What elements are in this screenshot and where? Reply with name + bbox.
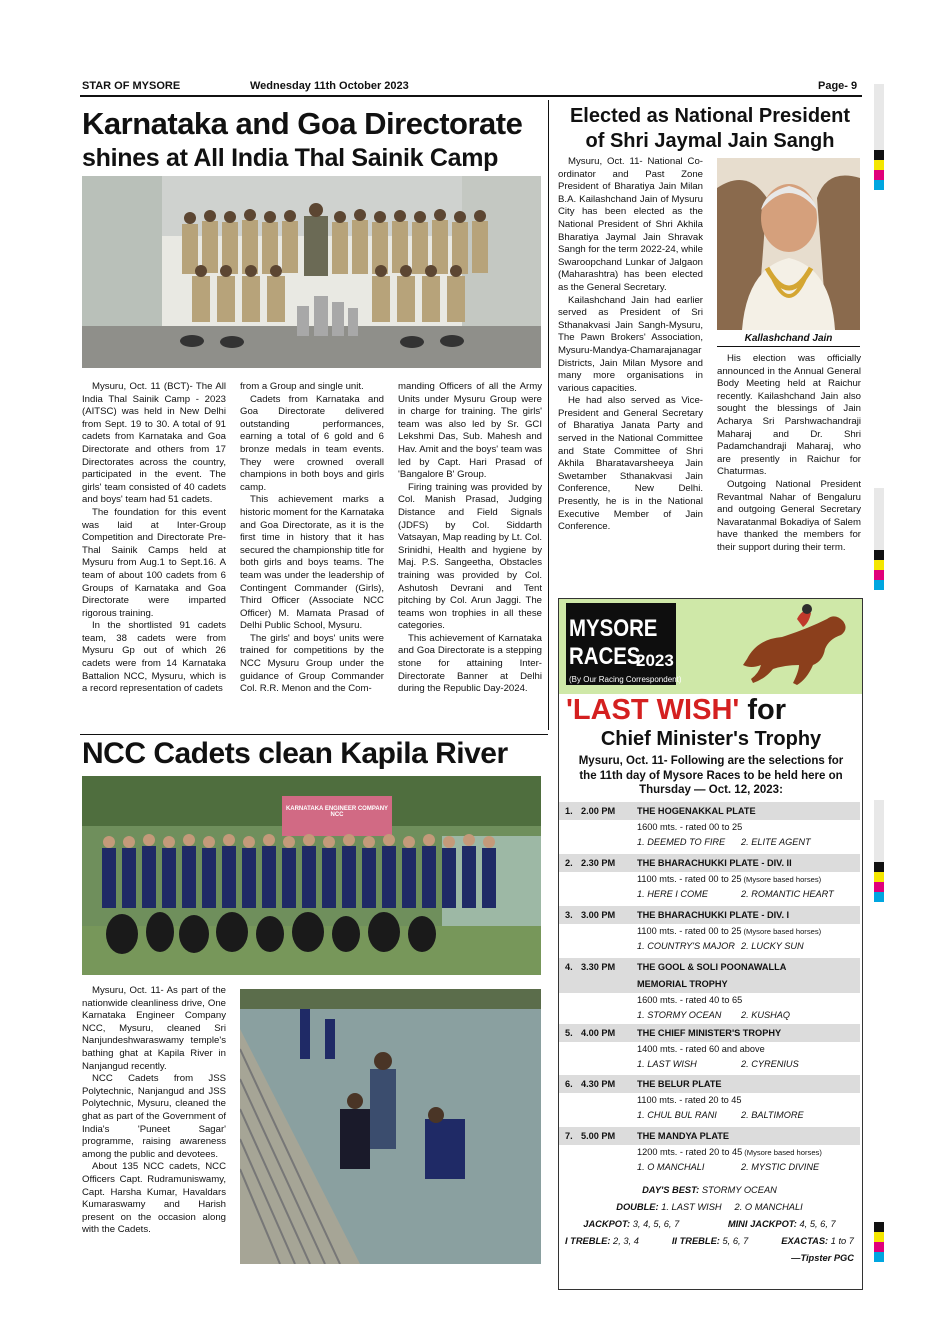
races-year: 2023 — [636, 651, 674, 670]
race-distance: 1600 mts. - rated 00 to 25 — [637, 822, 743, 832]
article1-col2-para4: The girls' and boys' units were trained for competitions by the NCC Mysuru Group under the guidance of Group Commander Col. R.R. Menon and the Com- — [240, 632, 384, 695]
article3-col1-para1: Mysuru, Oct. 11- As part of the nationwide cleanliness drive, One Karnataka Engineer Company NCC, Mysuru, cleaned Sri Nanjundeshwaraswamy temple's bathing ghat at Kapila River in Nanjangud recently. — [82, 985, 226, 1072]
photo-banner-text: KARNATAKA ENGINEER COMPANY NCC — [285, 806, 389, 818]
jackpot-label: JACKPOT: — [583, 1219, 631, 1229]
article3-column-1 — [82, 985, 226, 1237]
exactas-value: 1 to 7 — [830, 1236, 854, 1246]
article3-col1-para3: About 135 NCC cadets, NCC Officers Capt. Rudramuniswamy, Capt. Harsha Kumar, Havaldars Kumaraswamy and Harish present on the occasion along with the Cadets. — [82, 1161, 226, 1236]
race-entry — [559, 1127, 860, 1175]
race-pick-2: 2. ROMANTIC HEART — [741, 889, 834, 899]
treble-row — [559, 1233, 860, 1250]
race-details — [559, 1145, 860, 1175]
race-time: 3.30 PM — [581, 962, 616, 972]
race-pick-2: 2. CYRENIUS — [741, 1059, 799, 1069]
race-entry — [559, 854, 860, 902]
race-distance: 1200 mts. - rated 20 to 45 — [637, 1147, 743, 1157]
race-header — [559, 958, 860, 976]
mini-jackpot-label: MINI JACKPOT: — [727, 1219, 797, 1229]
horse-jockey-icon — [737, 599, 861, 694]
race-pick-1: 1. DEEMED TO FIRE — [637, 837, 726, 847]
article2-column-1 — [558, 156, 703, 534]
race-pick-1: 1. O MANCHALI — [637, 1162, 705, 1172]
race-header — [559, 906, 860, 924]
article2-headline-line1: Elected as National President — [569, 105, 851, 127]
double-value: 1. LAST WISH 2. O MANCHALI — [661, 1202, 803, 1212]
race-header — [559, 1127, 860, 1145]
race-header — [559, 854, 860, 872]
race-pick-1: 1. HERE I COME — [637, 889, 708, 899]
article1-col2-para2: Cadets from Karnataka and Goa Directorate delivered outstanding performances, earning a total of 6 gold and 6 bronze medals in team events. They were crowned overall champions in both boys and girls camp. — [240, 393, 384, 493]
race-details — [559, 820, 860, 850]
races-headline-horse: 'LAST WISH' — [566, 694, 740, 726]
days-best-label: DAY'S BEST: — [642, 1185, 700, 1195]
treble1-value: 2, 3, 4 — [613, 1236, 639, 1246]
race-entry — [559, 1024, 860, 1072]
race-note: (Mysore based horses) — [744, 1148, 822, 1157]
race-time: 4.00 PM — [581, 1028, 616, 1038]
race-name: THE MANDYA PLATE — [637, 1131, 730, 1141]
registration-marks-mid — [874, 488, 884, 590]
race-note: (Mysore based horses) — [743, 875, 822, 884]
article2-column-2 — [717, 353, 861, 555]
article1-col3-para3: This achievement of Karnataka and Goa Directorate is a stepping stone for attaining Inter-Directorate Banner at Delhi during the Republic Day-2024. — [398, 632, 542, 695]
article2-col1-para1: Mysuru, Oct. 11- National Co-ordinator and Past Zone President of Bharatiya Jain Milan B.A. Kailashchand Jain of Mysuru City has been elected as the National President of Shri Akhila Bharatiya Jaymal Jain Shravak Sangh for the term 2022-24, while Swaroopchand Lunkar of Jalgaon (Maharashtra) has been elected as the General Secretary. — [558, 156, 703, 293]
race-pick-1: 1. COUNTRY'S MAJOR — [637, 941, 735, 951]
article3-photo-ghat — [240, 989, 541, 1264]
race-number: 2. — [565, 858, 573, 868]
masthead-rule — [80, 95, 862, 97]
article1-col3-para1: manding Officers of all the Army Units under Mysuru Group were in charge for training. The girls' team was also led by Sr. GCI Lekshmi Das, Sub. Mahesh and Hav. Amit and the boys' team was led by Capt. Hari Prasad of 'Bangalore B' Group. — [398, 381, 542, 481]
race-header — [559, 802, 860, 820]
article2-col2-para1: His election was officially announced in the Annual General Body Meeting held at Raichur recently. Kailashchand Jain also sought the blessings of Jain Acharya Sri Parshwachandraji Maharaj and Dr. Shri Padamchandraji Maharaj, who are presently in Raichur for Chaturmas. — [717, 353, 861, 478]
jackpot-value: 3, 4, 5, 6, 7 — [632, 1219, 680, 1229]
race-number: 1. — [565, 806, 573, 816]
race-number: 5. — [565, 1028, 573, 1038]
article1-col1-para3: In the shortlisted 91 cadets team, 38 cadets were from Mysuru Gp out of which 26 cadets were from 14 Karnataka Battalion NCC, Mysuru, which is a record representation of cadets — [82, 620, 226, 695]
article1-headline-line2: shines at All India Thal Sainik Camp — [82, 144, 499, 172]
ghat-cleaning-illustration — [240, 989, 541, 1264]
race-entry — [559, 906, 860, 954]
registration-marks-low — [874, 800, 884, 902]
race-distance: 1100 mts. - rated 00 to 25 — [637, 874, 742, 884]
race-header — [559, 1075, 860, 1093]
race-details — [559, 1093, 860, 1123]
race-note: (Mysore based horses) — [743, 927, 822, 936]
column-divider — [548, 100, 549, 730]
article2-photo-caption: Kallashchand Jain — [744, 333, 833, 344]
masthead-paper: STAR OF MYSORE — [82, 80, 181, 92]
article1-column-1 — [82, 381, 226, 696]
race-header — [559, 1024, 860, 1042]
treble2-label: II TREBLE: — [671, 1236, 720, 1246]
races-headline-for: for — [739, 694, 786, 726]
races-byline: (By Our Racing Correspondent) — [569, 675, 682, 684]
race-pick-2: 2. BALTIMORE — [741, 1110, 804, 1120]
race-name: THE HOGENAKKAL PLATE — [637, 806, 756, 816]
race-number: 7. — [565, 1131, 573, 1141]
portrait-illustration — [717, 158, 860, 330]
masthead-page: Page- 9 — [818, 80, 858, 92]
races-title2: RACES — [569, 643, 641, 670]
caption-rule — [717, 346, 860, 347]
article1-col1-para1: Mysuru, Oct. 11 (BCT)- The All India Thal Sainik Camp - 2023 (AITSC) was held in New Delhi from Sept. 19 to 30. A total of 91 cadets from Karnataka and Goa Directorate and others from 17 Directorates across the country, participated in the event. The girls' team consisted of 40 cadets and boys' team had 51 cadets. — [82, 381, 226, 506]
race-name-line2: MEMORIAL TROPHY — [559, 976, 860, 993]
race-name: THE BELUR PLATE — [637, 1079, 722, 1089]
race-name: THE BHARACHUKKI PLATE - DIV. II — [637, 858, 792, 868]
races-headline — [566, 696, 856, 725]
race-entry — [559, 802, 860, 850]
races-header — [559, 599, 862, 694]
race-pick-1: 1. LAST WISH — [637, 1059, 697, 1069]
race-time: 2.00 PM — [581, 806, 616, 816]
race-time: 5.00 PM — [581, 1131, 616, 1141]
race-entry — [559, 958, 860, 1023]
races-headline2: Chief Minister's Trophy — [600, 728, 822, 750]
race-number: 6. — [565, 1079, 573, 1089]
races-summary — [559, 1182, 860, 1267]
article1-column-3 — [398, 381, 542, 696]
race-pick-1: 1. STORMY OCEAN — [637, 1010, 722, 1020]
double-label: DOUBLE: — [616, 1202, 659, 1212]
race-pick-2: 2. LUCKY SUN — [741, 941, 804, 951]
article1-col1-para2: The foundation for this event was laid at Inter-Group Competition and Directorate Pre-Thal Sainik Camps held at Mysuru from Aug.1 to Sept.16. A team of about 100 cadets from 6 Groups of Karnataka and Goa Directorate were imparted rigorous training. — [82, 506, 226, 619]
registration-marks-top — [874, 84, 884, 190]
race-number: 3. — [565, 910, 573, 920]
article2-headline-line2: of Shri Jaymal Jain Sangh — [585, 130, 835, 152]
race-distance: 1600 mts. - rated 40 to 65 — [637, 995, 743, 1005]
mini-jackpot-value: 4, 5, 6, 7 — [799, 1219, 836, 1229]
article1-col2-para1: from a Group and single unit. — [240, 381, 364, 392]
treble1-label: I TREBLE: — [565, 1236, 611, 1246]
races-title1: MYSORE — [569, 615, 658, 642]
race-name: THE CHIEF MINISTER'S TROPHY — [637, 1028, 782, 1038]
article2-col1-para2: Kailashchand Jain had earlier served as President of Sri Sthanakvasi Jain Sangh-Mysuru, The Pawn Brokers' Association, Mysuru-Mandya-Chamarajanagar Districts, Jain Milan Mysore and many more organisations in various capacities. — [558, 294, 703, 394]
article1-photo-cadets — [82, 176, 541, 368]
race-time: 3.00 PM — [581, 910, 616, 920]
exactas-label: EXACTAS: — [781, 1236, 829, 1246]
race-details — [559, 1042, 860, 1072]
race-details — [559, 924, 860, 954]
race-entry — [559, 1075, 860, 1123]
treble2-value: 5, 6, 7 — [722, 1236, 749, 1246]
article3-photo-cadets-river — [82, 776, 541, 975]
days-best-value: STORMY OCEAN — [701, 1185, 777, 1195]
article2-col2-para2: Outgoing National President Revantmal Nahar of Bengaluru and outgoing General Secretary Navaratanmal Bokadiya of Salem have thanked the members for their support during their term. — [717, 478, 861, 553]
article1-col3-para2: Firing training was provided by Col. Manish Prasad, Judging Distance and Field Signals (JDFS) by Col. Siddarth Vatsayan, Map reading by Lt. Col. Srinidhi, Health and hygiene by Maj. P.S. Sangeetha, Obstacles training was provided by Col. Ashutosh Devrani and Tent pitching by Col. Arun Jaggi. The teams won trophies in all these categories. — [398, 481, 542, 632]
cadets-group-illustration — [82, 176, 541, 368]
masthead-date: Wednesday 11th October 2023 — [250, 80, 409, 92]
race-name: THE BHARACHUKKI PLATE - DIV. I — [637, 910, 790, 920]
article1-col2-para3: This achievement marks a historic moment for the Karnataka and Goa Directorate, as it is the first time in history that it has secured the championship title for both girls and boys teams. The team was under the leadership of Contingent Commander (Girls), Third Officer (Associate NCC Officer) M. Mamata Prasad of Delhi Public School, Mysuru. — [240, 494, 384, 632]
tipster: —Tipster PGC — [791, 1253, 854, 1263]
article1-headline-line1: Karnataka and Goa Directorate — [82, 106, 523, 141]
race-distance: 1100 mts. - rated 20 to 45 — [637, 1095, 742, 1105]
jackpot-row — [559, 1216, 860, 1233]
race-pick-2: 2. ELITE AGENT — [741, 837, 811, 847]
race-time: 4.30 PM — [581, 1079, 616, 1089]
race-time: 2.30 PM — [581, 858, 616, 868]
article2-portrait — [717, 158, 860, 330]
double-row — [559, 1199, 860, 1216]
race-details — [559, 872, 860, 902]
article3-headline: NCC Cadets clean Kapila River — [82, 737, 508, 770]
race-pick-2: 2. MYSTIC DIVINE — [741, 1162, 820, 1172]
article3-col1-para2: NCC Cadets from JSS Polytechnic, Nanjangud and JSS Polytechnic, Mysuru, cleaned the ghat as part of the Government of India's 'Puneet Sagar' programme, raising awareness among the public and devotees. — [82, 1073, 226, 1160]
article3-top-rule — [80, 734, 548, 735]
race-name: THE GOOL & SOLI POONAWALLA — [637, 962, 787, 972]
days-best-row — [559, 1182, 860, 1199]
registration-marks-bottom — [874, 1222, 884, 1262]
race-details — [559, 976, 860, 1023]
race-number: 4. — [565, 962, 573, 972]
race-pick-1: 1. CHUL BUL RANI — [637, 1110, 717, 1120]
article2-col1-para3: He had also served as Vice-President and General Secretary of Bharatiya Janata Party and served in the National Committee and State Committee of Shri Akhila Bharatavarsheeya Jain Swetamber Sthanakvasi Jain Conference, New Delhi. Presently, he is in the National Executive Member of Jain Conference. — [558, 395, 703, 533]
article1-column-2 — [240, 381, 384, 696]
race-distance: 1400 mts. - rated 60 and above — [637, 1044, 765, 1054]
races-intro: Mysuru, Oct. 11- Following are the selections for the 11th day of Mysore Races to be held here on Thursday — Oct. 12, 2023: — [578, 755, 844, 796]
race-pick-2: 2. KUSHAQ — [741, 1010, 791, 1020]
race-distance: 1100 mts. - rated 00 to 25 — [637, 926, 742, 936]
